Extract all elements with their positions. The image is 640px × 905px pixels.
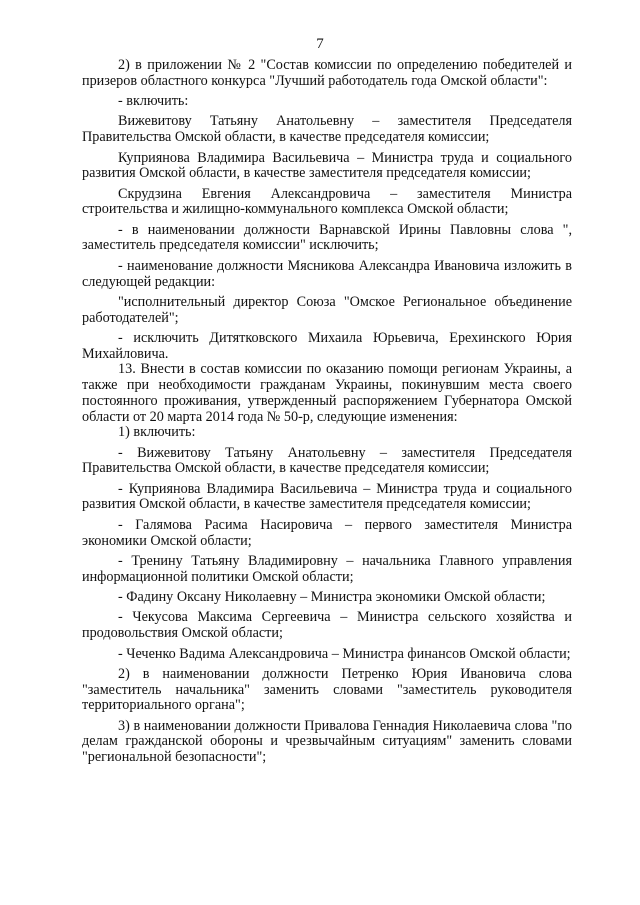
paragraph: - Чеченко Вадима Александровича – Министра финансов Омской области; (118, 645, 571, 662)
document-body (82, 58, 572, 766)
paragraph: - наименование должности Мясникова Александра Ивановича изложить в следующей редакции: (82, 257, 572, 290)
paragraph: - Фадину Оксану Николаевну – Министра экономики Омской области; (118, 589, 546, 606)
paragraph: - Тренину Татьяну Владимировну – начальника Главного управления информационной политики Омской области; (82, 552, 572, 585)
paragraph: Куприянова Владимира Васильевича – Министра труда и социального развития Омской области, в качестве заместителя председателя комиссии; (82, 149, 572, 182)
paragraph: 2) в приложении № 2 "Состав комиссии по определению победителей и призеров областного конкурса "Лучший работодатель года Омской области": (82, 57, 572, 89)
paragraph: - Куприянова Владимира Васильевича – Министра труда и социального развития Омской области, в качестве заместителя председателя комиссии; (82, 480, 572, 513)
paragraph: - в наименовании должности Варнавской Ирины Павловны слова ", заместитель председателя комиссии" исключить; (82, 221, 572, 254)
paragraph: 2) в наименовании должности Петренко Юрия Ивановича слова "заместитель начальника" заменить словами "заместитель руководителя территориального органа"; (82, 665, 572, 714)
page-number: 7 (316, 36, 324, 52)
paragraph: - Вижевитову Татьяну Анатольевну – заместителя Председателя Правительства Омской области, в качестве председателя комиссии; (82, 444, 572, 477)
paragraph: - Чекусова Максима Сергеевича – Министра сельского хозяйства и продовольствия Омской области; (82, 609, 572, 642)
paragraph: 13. Внести в состав комиссии по оказанию помощи регионам Украины, а также при необходимости гражданам Украины, покинувшим места своего постоянного проживания, утвержденный распоряжением Губернатора Омской области от 20 марта 2014 года № 50-р, следующие изменения: (82, 361, 572, 425)
paragraph: - включить: (118, 93, 189, 110)
paragraph: - исключить Дитятковского Михаила Юрьевича, Ерехинского Юрия Михайловича. (82, 330, 572, 362)
paragraph: "исполнительный директор Союза "Омское Региональное объединение работодателей"; (82, 293, 572, 326)
paragraph: Скрудзина Евгения Александровича – заместителя Министра строительства и жилищно-коммунального комплекса Омской области; (82, 185, 572, 218)
paragraph: Вижевитову Татьяну Анатольевну – заместителя Председателя Правительства Омской области, в качестве председателя комиссии; (82, 113, 572, 146)
paragraph: 1) включить: (118, 424, 196, 441)
paragraph: 3) в наименовании должности Привалова Геннадия Николаевича слова "по делам гражданской обороны и чрезвычайным ситуациям" заменить словами "региональной безопасности"; (82, 717, 572, 766)
paragraph: - Галямова Расима Насировича – первого заместителя Министра экономики Омской области; (82, 516, 572, 549)
